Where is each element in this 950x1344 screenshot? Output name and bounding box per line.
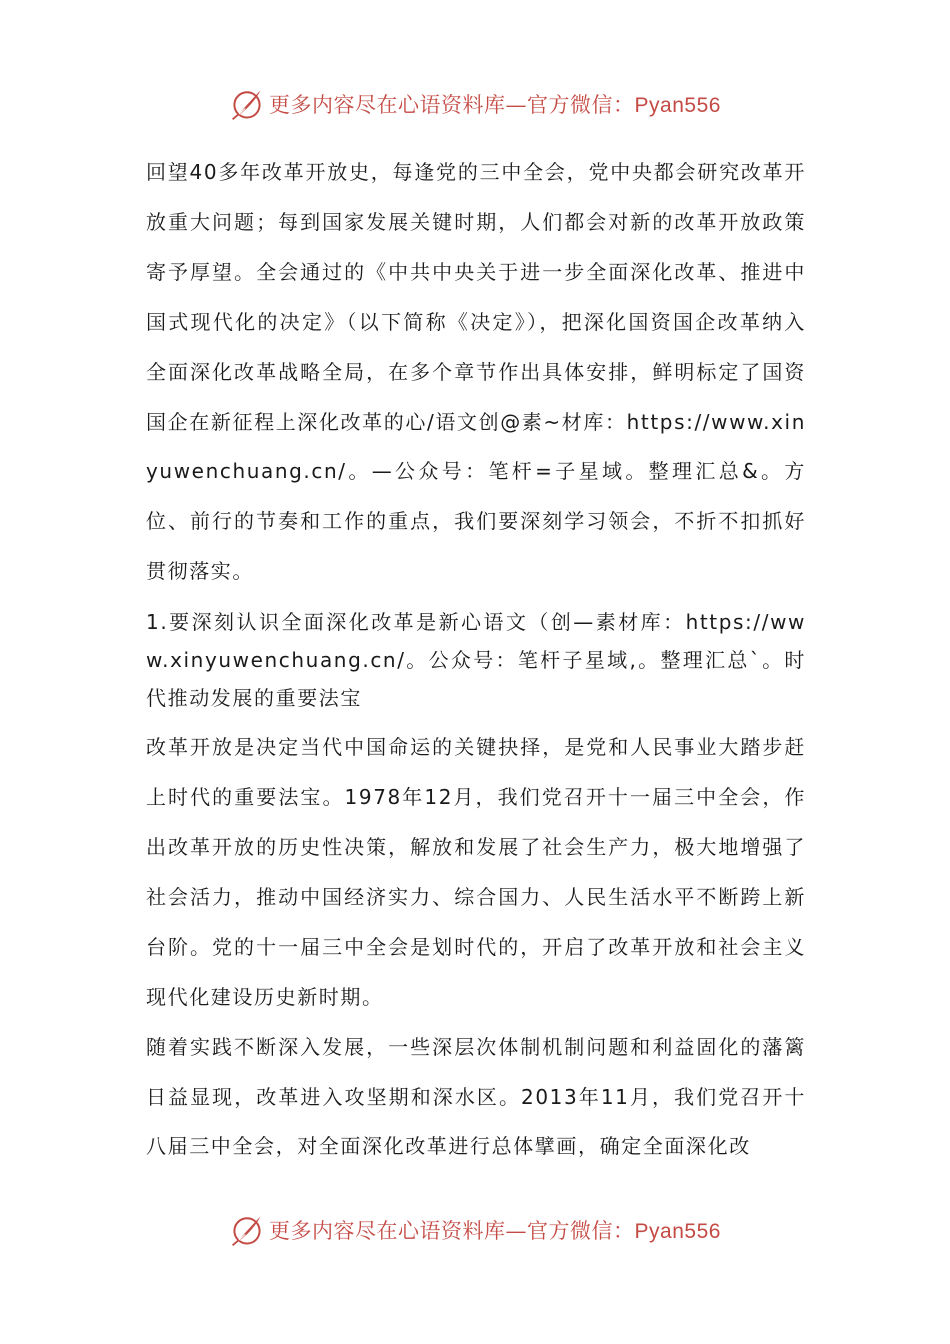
footer-wechat-id: Pyan556: [634, 1220, 721, 1243]
section-heading-1: 1.要深刻认识全面深化改革是新心语文（创—素材库：https://www.xinyuwenchuang.cn/。公众号：笔杆子星域,。整理汇总`。时代推动发展的重要法宝: [146, 610, 806, 711]
header-banner: [0, 84, 950, 124]
footer-banner-text: [269, 1215, 721, 1245]
header-wechat-id: Pyan556: [634, 94, 721, 117]
footer-banner: [0, 1210, 950, 1250]
paragraph-deepening-reform: 随着实践不断深入发展，一些深层次体制机制问题和利益固化的藩篱日益显现，改革进入攻坚期和深水区。2013年11月，我们党召开十八届三中全会，对全面深化改革进行总体擘画，确定全面深化改: [146, 1034, 806, 1159]
header-banner-text: [269, 89, 721, 119]
footer-banner-label: 更多内容尽在心语资料库—官方微信：: [269, 1219, 635, 1243]
paragraph-intro: 回望40多年改革开放史，每逢党的三中全会，党中央都会研究改革开放重大问题；每到国家发展关键时期，人们都会对新的改革开放政策寄予厚望。全会通过的《中共中央关于进一步全面深化改革、推进中国式现代化的决定》（以下简称《决定》），把深化国资国企改革纳入全面深化改革战略全局，在多个章节作出具体安排，鲜明标定了国资国企在新征程上深化改革的心/语文创@素~材库：https://www.xinyuwenchuang.cn/。—公众号：笔杆=子星域。整理汇总&。方位、前行的节奏和工作的重点，我们要深刻学习领会，不折不扣抓好贯彻落实。: [146, 160, 806, 584]
document-body: [146, 148, 806, 1172]
quill-pen-icon: [229, 1212, 265, 1248]
quill-pen-icon: [229, 86, 265, 122]
header-banner-label: 更多内容尽在心语资料库—官方微信：: [269, 93, 635, 117]
paragraph-reform-history: 改革开放是决定当代中国命运的关键抉择，是党和人民事业大踏步赶上时代的重要法宝。1978年12月，我们党召开十一届三中全会，作出改革开放的历史性决策，解放和发展了社会生产力，极大地增强了社会活力，推动中国经济实力、综合国力、人民生活水平不断跨上新台阶。党的十一届三中全会是划时代的，开启了改革开放和社会主义现代化建设历史新时期。: [146, 735, 806, 1009]
